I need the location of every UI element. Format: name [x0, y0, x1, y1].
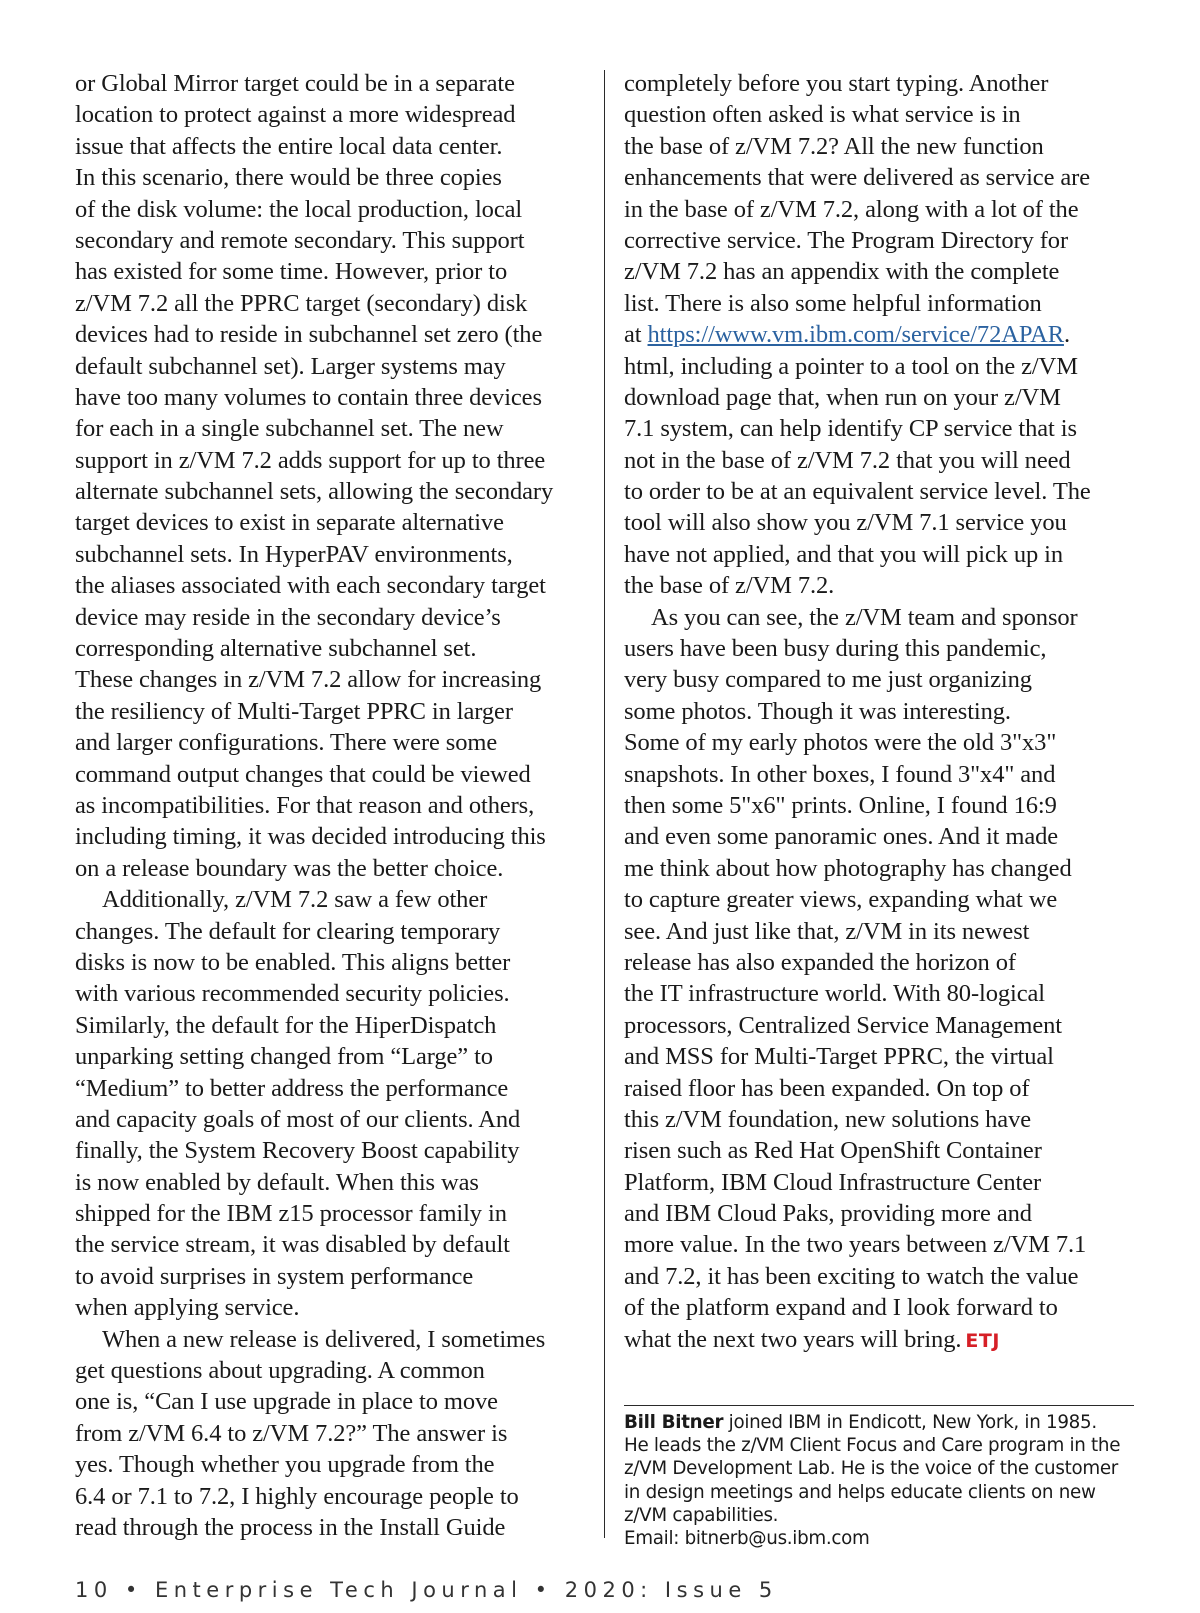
- text-line: users have been busy during this pandemic,: [624, 635, 1047, 663]
- text-line: question often asked is what service is in: [624, 101, 1021, 129]
- author-bio: [624, 1411, 1144, 1550]
- bio-line: [624, 1411, 1144, 1434]
- closing-sentence: what the next two years will bring.: [624, 1325, 962, 1353]
- text-line: and larger configurations. There were some: [75, 729, 498, 757]
- text-line: see. And just like that, z/VM in its newest: [624, 917, 1030, 945]
- text-line: finally, the System Recovery Boost capability: [75, 1137, 520, 1165]
- link-suffix: .: [1063, 321, 1070, 349]
- column-divider: [604, 70, 605, 1538]
- text-line: to avoid surprises in system performance: [75, 1262, 474, 1290]
- paragraph-start-line: As you can see, the z/VM team and sponsor: [651, 603, 1078, 631]
- page-footer: 10 • Enterprise Tech Journal • 2020: Issue 5: [75, 1578, 778, 1602]
- text-line: changes. The default for clearing temporary: [75, 917, 501, 945]
- text-line: Platform, IBM Cloud Infrastructure Center: [624, 1168, 1042, 1196]
- text-line: device may reside in the secondary device’s: [75, 603, 501, 631]
- text-line: corresponding alternative subchannel set.: [75, 635, 477, 663]
- text-line: of the disk volume: the local production, local: [75, 195, 523, 223]
- text-line: to order to be at an equivalent service level. The: [624, 478, 1091, 506]
- text-line: read through the process in the Install Guide: [75, 1513, 506, 1541]
- text-line: then some 5"x6" prints. Online, I found 16:9: [624, 791, 1057, 819]
- bio-line: He leads the z/VM Client Focus and Care program in the: [624, 1435, 1121, 1457]
- text-line: the aliases associated with each secondary target: [75, 572, 546, 600]
- text-line: location to protect against a more widespread: [75, 101, 516, 129]
- text-line: more value. In the two years between z/VM 7.1: [624, 1231, 1087, 1259]
- text-line: in the base of z/VM 7.2, along with a lot of the: [624, 195, 1079, 223]
- text-line: including timing, it was decided introducing this: [75, 823, 546, 851]
- text-line: some photos. Though it was interesting.: [624, 697, 1011, 725]
- text-line: very busy compared to me just organizing: [624, 666, 1032, 694]
- text-line: when applying service.: [75, 1294, 300, 1322]
- text-line: default subchannel set). Larger systems may: [75, 352, 506, 380]
- text-line: have too many volumes to contain three devices: [75, 383, 542, 411]
- text-line: completely before you start typing. Another: [624, 70, 1049, 97]
- text-line: snapshots. In other boxes, I found 3"x4" and: [624, 760, 1056, 788]
- text-line: the base of z/VM 7.2.: [624, 572, 835, 600]
- text-line: target devices to exist in separate alternative: [75, 509, 504, 537]
- bio-line: in design meetings and helps educate clients on new: [624, 1481, 1096, 1503]
- text-line: has existed for some time. However, prior to: [75, 258, 508, 286]
- text-line: me think about how photography has changed: [624, 854, 1072, 882]
- text-line: corrective service. The Program Directory for: [624, 226, 1069, 254]
- text-line: get questions about upgrading. A common: [75, 1357, 485, 1385]
- etj-end-mark: ETJ: [965, 1329, 1000, 1352]
- author-email: Email: bitnerb@us.ibm.com: [624, 1527, 870, 1549]
- text-line: “Medium” to better address the performance: [75, 1074, 509, 1102]
- bio-first-line-text: joined IBM in Endicott, New York, in 1985.: [723, 1412, 1097, 1433]
- text-line: one is, “Can I use upgrade in place to move: [75, 1388, 498, 1416]
- text-line: alternate subchannel sets, allowing the secondary: [75, 478, 554, 506]
- text-line: issue that affects the entire local data center.: [75, 132, 503, 160]
- text-line: These changes in z/VM 7.2 allow for increasing: [75, 666, 542, 694]
- text-line: processors, Centralized Service Management: [624, 1011, 1062, 1039]
- text-line-with-link: [624, 319, 1144, 350]
- text-line: is now enabled by default. When this was: [75, 1168, 479, 1196]
- text-line: command output changes that could be viewed: [75, 760, 531, 788]
- right-column: [624, 68, 1144, 1355]
- text-line: unparking setting changed from “Large” to: [75, 1043, 493, 1071]
- text-line: shipped for the IBM z15 processor family in: [75, 1200, 507, 1228]
- text-line: and IBM Cloud Paks, providing more and: [624, 1200, 1032, 1228]
- text-line: this z/VM foundation, new solutions have: [624, 1105, 1032, 1133]
- text-line: or Global Mirror target could be in a separate: [75, 70, 515, 97]
- link-prefix: at: [624, 321, 648, 349]
- text-line: not in the base of z/VM 7.2 that you will need: [624, 446, 1071, 474]
- text-line: devices had to reside in subchannel set zero (the: [75, 321, 543, 349]
- text-line: have not applied, and that you will pick up in: [624, 540, 1064, 568]
- text-line: the resiliency of Multi-Target PPRC in larger: [75, 697, 513, 725]
- text-line: on a release boundary was the better choice.: [75, 854, 504, 882]
- text-line: Some of my early photos were the old 3"x3": [624, 729, 1057, 757]
- text-line: from z/VM 6.4 to z/VM 7.2?” The answer is: [75, 1419, 508, 1447]
- bio-line: z/VM capabilities.: [624, 1504, 779, 1526]
- bio-line: z/VM Development Lab. He is the voice of the customer: [624, 1458, 1118, 1480]
- text-line: and capacity goals of most of our clients. And: [75, 1105, 521, 1133]
- text-line: disks is now to be enabled. This aligns better: [75, 948, 511, 976]
- text-line: risen such as Red Hat OpenShift Container: [624, 1137, 1042, 1165]
- left-column: [75, 68, 590, 1543]
- text-line: the IT infrastructure world. With 80-logical: [624, 980, 1045, 1008]
- text-line: of the platform expand and I look forward to: [624, 1294, 1058, 1322]
- paragraph-start-line: Additionally, z/VM 7.2 saw a few other: [102, 886, 488, 914]
- text-line: enhancements that were delivered as service are: [624, 164, 1090, 192]
- text-line: and 7.2, it has been exciting to watch the value: [624, 1262, 1079, 1290]
- last-text-line: [624, 1324, 1144, 1355]
- text-line: z/VM 7.2 all the PPRC target (secondary) disk: [75, 289, 528, 317]
- text-line: the service stream, it was disabled by default: [75, 1231, 510, 1259]
- bio-divider: [624, 1405, 1134, 1406]
- text-line: to capture greater views, expanding what we: [624, 886, 1058, 914]
- text-line: the base of z/VM 7.2? All the new function: [624, 132, 1044, 160]
- paragraph-start-line: When a new release is delivered, I sometimes: [102, 1325, 546, 1353]
- text-line: tool will also show you z/VM 7.1 service you: [624, 509, 1067, 537]
- service-apar-link[interactable]: https://www.vm.ibm.com/service/72APAR: [647, 321, 1064, 349]
- text-line: release has also expanded the horizon of: [624, 948, 1016, 976]
- text-line: yes. Though whether you upgrade from the: [75, 1451, 495, 1479]
- text-line: and even some panoramic ones. And it made: [624, 823, 1059, 851]
- text-line: 6.4 or 7.1 to 7.2, I highly encourage people to: [75, 1482, 519, 1510]
- text-line: 7.1 system, can help identify CP service that is: [624, 415, 1077, 443]
- text-line: raised floor has been expanded. On top of: [624, 1074, 1030, 1102]
- text-line: support in z/VM 7.2 adds support for up to three: [75, 446, 546, 474]
- text-line: download page that, when run on your z/VM: [624, 383, 1061, 411]
- text-line: In this scenario, there would be three copies: [75, 164, 502, 192]
- text-line: html, including a pointer to a tool on the z/VM: [624, 352, 1078, 380]
- text-line: and MSS for Multi-Target PPRC, the virtual: [624, 1043, 1054, 1071]
- author-name: Bill Bitner: [624, 1412, 724, 1433]
- text-line: list. There is also some helpful information: [624, 289, 1042, 317]
- text-line: for each in a single subchannel set. The new: [75, 415, 504, 443]
- text-line: as incompatibilities. For that reason and others,: [75, 791, 535, 819]
- text-line: Similarly, the default for the HiperDispatch: [75, 1011, 497, 1039]
- text-line: secondary and remote secondary. This support: [75, 226, 525, 254]
- text-line: with various recommended security policies.: [75, 980, 510, 1008]
- text-line: z/VM 7.2 has an appendix with the complete: [624, 258, 1060, 286]
- text-line: subchannel sets. In HyperPAV environments,: [75, 540, 513, 568]
